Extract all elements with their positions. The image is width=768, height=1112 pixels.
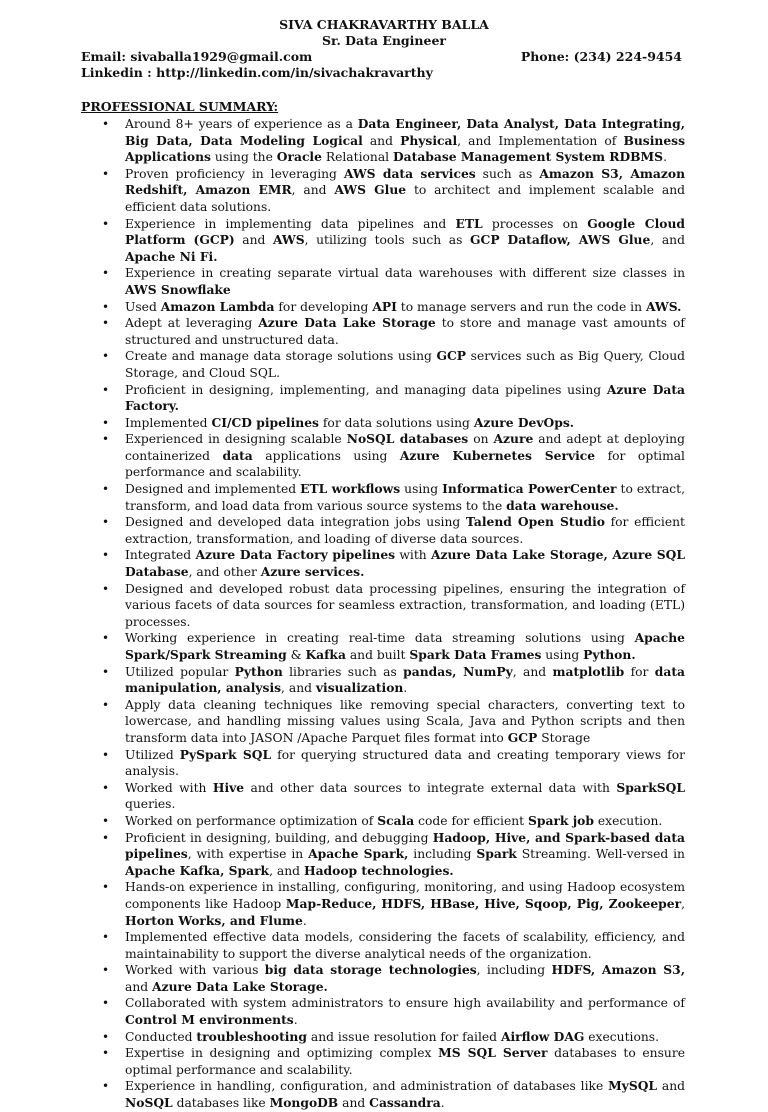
bullet-bold-text: MS SQL Server [438, 1045, 548, 1061]
bullet-bold-text: Azure Data Lake Storage. [152, 978, 328, 994]
bullet-bold-text: Apache Kafka, Spark [125, 862, 270, 878]
bullet-text: and adept at deploying containerized [125, 432, 685, 463]
bullet-text: and built [345, 648, 410, 662]
bullet-text: using [400, 482, 443, 497]
bullet-bold-text: Azure services. [260, 564, 365, 580]
summary-bullet-item [81, 1078, 685, 1111]
bullet-text: Implemented effective data models, considering the facets of scalability, efficiency, and maintainability to support the diverse analytical needs of the organization. [125, 930, 685, 961]
bullet-text: Designed and implemented [125, 482, 301, 497]
bullet-text: and [125, 979, 153, 994]
bullet-bold-text: Azure DevOps. [473, 414, 575, 430]
bullet-bold-text: Business Applications [125, 132, 685, 165]
bullet-text: to architect and implement scalable and efficient data solutions. [125, 183, 686, 214]
summary-bullet-item [81, 581, 685, 631]
bullet-text: using the [210, 150, 277, 165]
bullet-dot-icon: • [102, 1046, 110, 1061]
summary-bullet-item [81, 431, 685, 481]
bullet-bold-text: Talend Open Studio [465, 514, 605, 530]
bullet-bold-text: MySQL [608, 1078, 658, 1094]
bullet-text: & [286, 648, 306, 662]
bullet-text: applications using [252, 448, 400, 463]
summary-bullet-item [81, 747, 685, 780]
bullet-text: , utilizing tools such as [304, 233, 471, 248]
bullet-bold-text: AWS data services [343, 165, 476, 181]
bullet-dot-icon: • [102, 482, 110, 497]
bullet-dot-icon: • [102, 166, 110, 181]
bullet-bold-text: NoSQL databases [346, 431, 469, 447]
bullet-bold-text: AWS Glue [334, 182, 407, 198]
bullet-bold-text: Python. [583, 647, 636, 662]
summary-bullet-item [81, 299, 685, 316]
bullet-text: for optimal performance and scalability. [125, 448, 685, 480]
bullet-text: with [395, 548, 431, 563]
summary-bullet-item [81, 830, 685, 880]
linkedin-row [0, 65, 768, 81]
bullet-text: , and [650, 233, 685, 248]
bullet-text: , and Implementation of [457, 133, 624, 148]
bullet-dot-icon: • [102, 266, 110, 281]
bullet-bold-text: AWS [273, 232, 305, 248]
bullet-bold-text: Database Management System RDBMS [393, 149, 664, 165]
summary-bullet-item [81, 216, 685, 266]
bullet-text: Designed and developed robust data processing pipelines, ensuring the integration of various facets of data sources for seamless extraction, transformation, and loading (ETL) processes. [125, 581, 685, 629]
bullet-text: Integrated [125, 548, 196, 563]
bullet-bold-text: SparkSQL [616, 779, 685, 795]
bullet-bold-text: Apache Spark/Spark Streaming [125, 630, 685, 662]
bullet-text: for data solutions using [318, 415, 474, 430]
bullet-text: libraries such as [282, 664, 404, 679]
bullet-bold-text: Kafka [305, 647, 346, 662]
bullet-text: . [403, 681, 408, 696]
summary-bullet-item [81, 813, 685, 830]
bullet-dot-icon: • [102, 432, 110, 447]
bullet-bold-text: Amazon Lambda [160, 298, 275, 314]
bullet-bold-text: Informatica PowerCenter [442, 481, 617, 497]
bullet-text: databases like [172, 1096, 270, 1111]
bullet-text: executions. [584, 1029, 659, 1044]
bullet-text: Utilized [125, 747, 180, 762]
bullet-text: for [624, 664, 655, 679]
bullet-text: , and [512, 664, 553, 679]
bullet-bold-text: ETL [455, 215, 483, 231]
bullet-bold-text: troubleshooting [196, 1028, 307, 1044]
summary-bullet-item [81, 116, 685, 166]
bullet-text: code for efficient [414, 813, 528, 828]
bullet-text: such as [475, 166, 540, 181]
contact-row [0, 49, 768, 65]
bullet-bold-text: Map-Reduce, HDFS, HBase, Hive, Sqoop, Pig, Zookeeper [285, 895, 682, 911]
bullet-text: Proficient in designing, building, and debugging [125, 830, 433, 845]
bullet-bold-text: Google Cloud Platform (GCP) [125, 215, 686, 248]
summary-bullet-item [81, 166, 685, 216]
bullet-dot-icon: • [102, 813, 110, 828]
bullet-bold-text: Airflow DAG [500, 1028, 585, 1044]
bullet-text: , and [281, 681, 316, 696]
bullet-dot-icon: • [102, 830, 110, 845]
summary-bullet-item [81, 265, 685, 298]
bullet-bold-text: GCP [436, 348, 467, 364]
bullet-text: processes on [482, 216, 588, 231]
resume-header [0, 0, 768, 49]
bullet-text: , including [476, 963, 552, 978]
bullet-text: . [302, 913, 307, 928]
bullet-bold-text: HDFS, Amazon S3, [551, 962, 685, 978]
bullet-text: using [541, 648, 584, 662]
bullet-dot-icon: • [102, 316, 110, 331]
bullet-bold-text: visualization [315, 680, 404, 696]
bullet-bold-text: data manipulation, analysis [125, 663, 685, 696]
bullet-text: Experience in creating separate virtual data warehouses with different size classes in [125, 266, 685, 281]
linkedin-link[interactable]: Linkedin : http://linkedin.com/in/sivachakravarthy [81, 65, 433, 80]
bullet-dot-icon: • [102, 780, 110, 795]
bullet-text: Conducted [125, 1029, 197, 1044]
bullet-dot-icon: • [102, 697, 110, 712]
bullet-text: Designed and developed data integration jobs using [125, 515, 466, 530]
bullet-text: for efficient extraction, transformation, and loading of diverse data sources. [125, 515, 685, 546]
bullet-text: Apply data cleaning techniques like removing special characters, converting text to lowercase, and handling missing values using Scala, Java and Python scripts and then transform data into JASON /Apache Parquet files format into [125, 697, 685, 745]
bullet-bold-text: Hive [212, 779, 245, 795]
bullet-text: and issue resolution for failed [306, 1029, 501, 1044]
bullet-text: Used [125, 299, 161, 314]
bullet-bold-text: Azure Data Lake Storage [258, 315, 436, 331]
bullet-dot-icon: • [102, 216, 110, 231]
bullet-bold-text: Oracle [276, 149, 322, 165]
bullet-text: Utilized popular [125, 664, 235, 679]
bullet-text: Collaborated with system administrators to ensure high availability and performance of [125, 996, 685, 1011]
bullet-bold-text: Apache Ni Fi. [125, 248, 218, 264]
bullet-dot-icon: • [102, 747, 110, 762]
summary-bullet-list [81, 116, 685, 1112]
section-title-professional-summary: PROFESSIONAL SUMMARY: [81, 99, 279, 114]
bullet-bold-text: Azure Data Lake Storage, Azure SQL Database [125, 547, 686, 580]
bullet-dot-icon: • [102, 382, 110, 397]
bullet-text: Proficient in designing, implementing, and managing data pipelines using [125, 382, 607, 397]
summary-bullet-item [81, 697, 685, 747]
bullet-text: including [408, 847, 477, 862]
bullet-dot-icon: • [102, 117, 110, 131]
bullet-bold-text: PySpark SQL [179, 746, 272, 762]
bullet-text: execution. [593, 813, 663, 828]
bullet-text: on [468, 432, 494, 447]
bullet-text: Worked on performance optimization of [125, 813, 378, 828]
bullet-dot-icon: • [102, 880, 110, 895]
phone-text[interactable]: Phone: (234) 224-9454 [520, 49, 682, 64]
bullet-bold-text: NoSQL [125, 1095, 173, 1111]
summary-bullet-item [81, 929, 685, 962]
bullet-text: services such as Big Query, Cloud Storage, and Cloud SQL. [125, 349, 685, 380]
summary-bullet-item [81, 514, 685, 547]
bullet-bold-text: Hadoop technologies. [303, 862, 454, 878]
bullet-bold-text: ETL workflows [300, 481, 401, 497]
bullet-dot-icon: • [102, 299, 110, 314]
summary-bullet-item [81, 348, 685, 381]
summary-bullet-item [81, 962, 685, 995]
candidate-name: SIVA CHAKRAVARTHY BALLA [279, 17, 489, 32]
bullet-text: Experience in implementing data pipelines and [125, 216, 456, 231]
summary-bullet-item [81, 547, 685, 580]
summary-bullet-item [81, 481, 685, 514]
bullet-text: and [657, 1079, 685, 1094]
bullet-bold-text: Spark Data Frames [409, 647, 542, 662]
bullet-dot-icon: • [102, 515, 110, 530]
bullet-bold-text: Control M environments [125, 1012, 294, 1028]
bullet-bold-text: Data Engineer, Data Analyst, Data Integrating, Big Data, Data Modeling Logical [125, 116, 685, 148]
bullet-bold-text: Azure [493, 431, 534, 447]
summary-bullet-item [81, 1029, 685, 1046]
bullet-text: to manage servers and run the code in [396, 299, 646, 314]
bullet-text: Storage [537, 730, 591, 745]
bullet-text: Hands-on experience in installing, configuring, monitoring, and using Hadoop ecosystem components like Hadoop [125, 880, 685, 911]
bullet-bold-text: Spark job [528, 812, 594, 828]
bullet-bold-text: AWS Snowflake [125, 281, 231, 297]
bullet-bold-text: CI/CD pipelines [211, 414, 319, 430]
bullet-text: Proven proficiency in leveraging [125, 166, 344, 181]
bullet-text: and [338, 1096, 370, 1111]
bullet-dot-icon: • [102, 963, 110, 978]
summary-bullet-item [81, 630, 685, 663]
bullet-text: and other data sources to integrate external data with [244, 780, 617, 795]
summary-bullet-item [81, 315, 685, 348]
bullet-dot-icon: • [102, 581, 110, 596]
bullet-text: databases to ensure optimal performance and scalability. [125, 1046, 685, 1077]
bullet-bold-text: GCP Dataflow, AWS Glue [470, 232, 651, 248]
bullet-text: Adept at leveraging [125, 316, 259, 331]
bullet-bold-text: data warehouse. [506, 497, 619, 513]
bullet-bold-text: Horton Works, and Flume [125, 912, 303, 928]
bullet-bold-text: Apache Spark, [308, 846, 409, 862]
bullet-text: , with expertise in [187, 847, 309, 862]
bullet-bold-text: Python [234, 663, 283, 679]
bullet-bold-text: Hadoop, Hive, and Spark-based data pipelines [125, 829, 685, 862]
bullet-bold-text: matplotlib [552, 663, 625, 679]
email-text[interactable]: Email: sivaballa1929@gmail.com [81, 49, 313, 64]
bullet-text: Around 8+ years of experience as a [125, 117, 358, 131]
bullet-text: and [362, 133, 401, 148]
bullet-dot-icon: • [102, 548, 110, 563]
bullet-bold-text: GCP [507, 729, 538, 745]
bullet-text: , and [291, 183, 335, 198]
bullet-text: , and [269, 863, 304, 878]
bullet-text: . [293, 1013, 298, 1028]
bullet-bold-text: data [222, 447, 253, 463]
bullet-text: . [663, 150, 667, 165]
bullet-text: . [440, 1096, 445, 1111]
bullet-bold-text: Azure Data Factory pipelines [195, 547, 396, 563]
bullet-text: , and other [188, 565, 261, 580]
summary-bullet-item [81, 415, 685, 432]
bullet-text: for querying structured data and creating temporary views for analysis. [125, 747, 685, 779]
summary-bullet-item [81, 879, 685, 929]
bullet-text: Streaming. Well-versed in [516, 847, 685, 862]
bullet-text: Experienced in designing scalable [125, 432, 347, 447]
bullet-bold-text: pandas, NumPy [403, 663, 513, 679]
bullet-bold-text: big data storage technologies [264, 962, 477, 978]
summary-bullet-item [81, 780, 685, 813]
bullet-text: Experience in handling, configuration, and administration of databases like [125, 1079, 609, 1094]
bullet-dot-icon: • [102, 930, 110, 945]
candidate-role: Sr. Data Engineer [321, 33, 447, 48]
bullet-text: to store and manage vast amounts of structured and unstructured data. [125, 316, 685, 347]
bullet-text: Implemented [125, 415, 212, 430]
summary-bullet-item [81, 664, 685, 697]
bullet-text: Worked with [125, 780, 213, 795]
bullet-bold-text: API [372, 298, 397, 314]
bullet-bold-text: Scala [377, 812, 415, 828]
bullet-text: for developing [274, 299, 373, 314]
bullet-dot-icon: • [102, 664, 110, 679]
bullet-bold-text: Amazon S3, Amazon Redshift, Amazon EMR [125, 165, 686, 198]
bullet-text: Create and manage data storage solutions using [125, 349, 437, 364]
bullet-dot-icon: • [102, 631, 110, 646]
bullet-bold-text: AWS. [645, 298, 682, 314]
bullet-dot-icon: • [102, 415, 110, 430]
bullet-dot-icon: • [102, 1079, 110, 1094]
bullet-text: queries. [125, 797, 176, 812]
bullet-text: Worked with various [125, 963, 265, 978]
bullet-dot-icon: • [102, 996, 110, 1011]
bullet-bold-text: Cassandra [369, 1095, 441, 1111]
bullet-text: to extract, transform, and load data from various source systems to the [125, 482, 685, 513]
bullet-text: Relational [321, 150, 394, 165]
bullet-text: and [234, 233, 273, 248]
bullet-bold-text: MongoDB [269, 1095, 339, 1111]
bullet-text: , [681, 896, 685, 911]
bullet-dot-icon: • [102, 349, 110, 364]
bullet-bold-text: Physical [400, 132, 458, 148]
bullet-text: Expertise in designing and optimizing complex [125, 1046, 439, 1061]
bullet-bold-text: Azure Data Factory. [125, 381, 685, 414]
bullet-bold-text: Spark [476, 846, 517, 862]
bullet-text: Working experience in creating real-time data streaming solutions using [125, 631, 635, 646]
summary-bullet-item [81, 382, 685, 415]
bullet-dot-icon: • [102, 1029, 110, 1044]
bullet-bold-text: Azure Kubernetes Service [399, 447, 596, 463]
summary-bullet-item [81, 1045, 685, 1078]
